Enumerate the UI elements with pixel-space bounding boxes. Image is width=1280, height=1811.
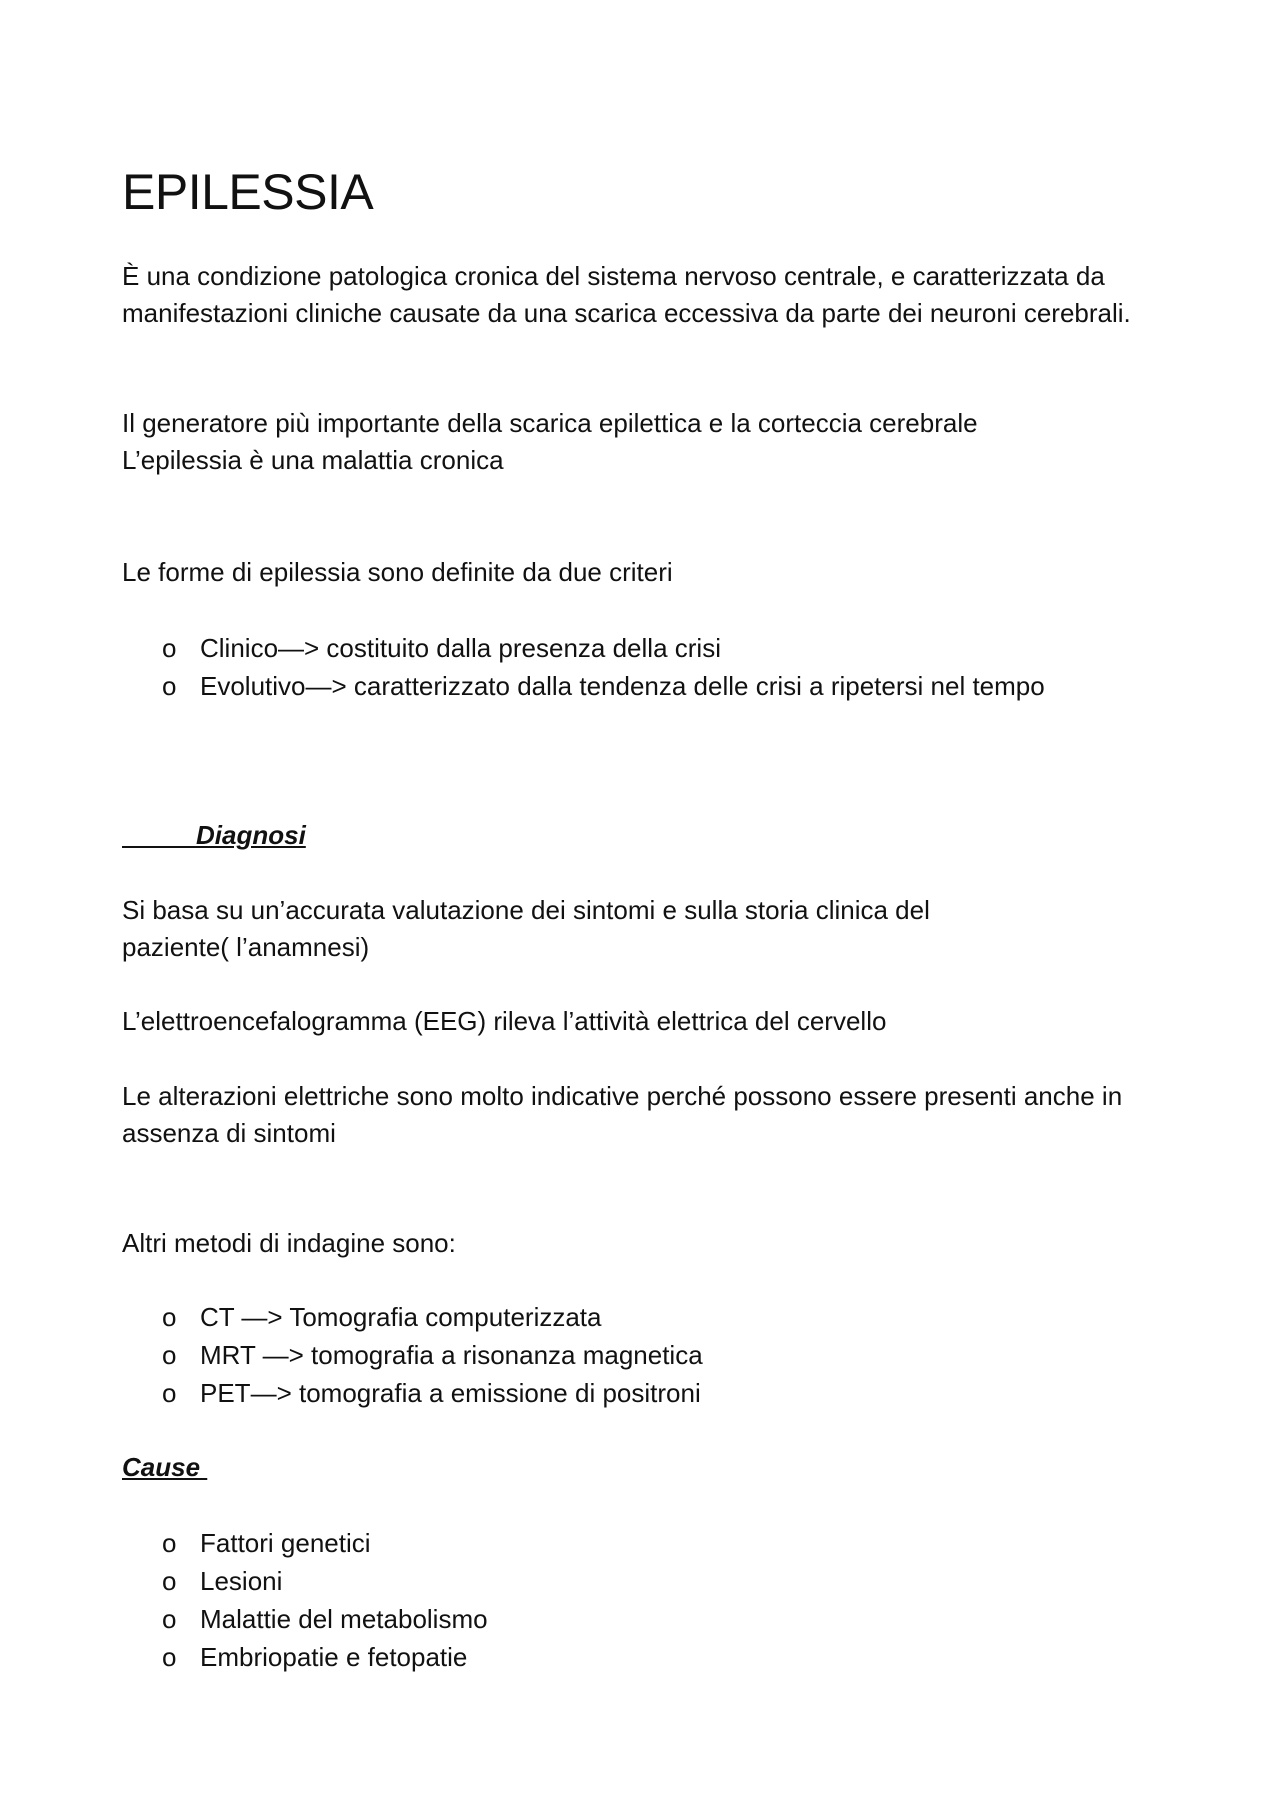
document-title: EPILESSIA [122, 164, 374, 220]
criteria-list [162, 629, 1045, 705]
bullet-marker: o [162, 1642, 177, 1672]
list-item-text: Clinico—> costituito dalla presenza della crisi [200, 633, 721, 663]
diagnosi-basis-text: Si basa su un’accurata valutazione dei sintomi e sulla storia clinica del paziente( l’anamnesi) [122, 895, 930, 962]
forms-paragraph [122, 554, 1172, 591]
methods-intro-paragraph [122, 1225, 1172, 1262]
intro-second-paragraph [122, 405, 1172, 479]
forms-text: Le forme di epilessia sono definite da due criteri [122, 557, 673, 587]
list-item [162, 667, 1045, 705]
chronic-text: L’epilessia è una malattia cronica [122, 445, 504, 475]
document-page [122, 0, 1172, 1811]
list-item [162, 1374, 703, 1412]
bullet-marker: o [162, 671, 177, 701]
list-item [162, 1600, 488, 1638]
list-item-text: CT —> Tomografia computerizzata [200, 1302, 602, 1332]
methods-list [162, 1298, 703, 1412]
bullet-marker: o [162, 1340, 177, 1370]
list-item-text: PET—> tomografia a emissione di positroni [200, 1378, 701, 1408]
list-item [162, 1524, 488, 1562]
bullet-marker: o [162, 1378, 177, 1408]
list-item-text: Lesioni [200, 1566, 283, 1596]
list-item-text: Evolutivo—> caratterizzato dalla tendenza delle crisi a ripetersi nel tempo [200, 671, 1045, 701]
bullet-marker: o [162, 1566, 177, 1596]
list-item [162, 1562, 488, 1600]
bullet-marker: o [162, 633, 177, 663]
intro-paragraph [122, 258, 1172, 332]
list-item [162, 1336, 703, 1374]
cause-heading-text: Cause [122, 1452, 208, 1482]
alterations-text: Le alterazioni elettriche sono molto indicative perché possono essere presenti anche in assenza di sintomi [122, 1081, 1123, 1148]
bullet-marker: o [162, 1528, 177, 1558]
diagnosi-paragraph [122, 892, 1172, 966]
eeg-text: L’elettroencefalogramma (EEG) rileva l’attività elettrica del cervello [122, 1006, 887, 1036]
eeg-paragraph [122, 1003, 1172, 1040]
bullet-marker: o [162, 1604, 177, 1634]
heading-underline-tab [122, 846, 196, 848]
list-item [162, 1638, 488, 1676]
alterations-paragraph [122, 1078, 1172, 1152]
bullet-marker: o [162, 1302, 177, 1332]
diagnosi-heading [122, 817, 306, 854]
diagnosi-heading-text: Diagnosi [196, 820, 306, 850]
methods-intro-text: Altri metodi di indagine sono: [122, 1228, 456, 1258]
list-item-text: Malattie del metabolismo [200, 1604, 488, 1634]
list-item-text: Fattori genetici [200, 1528, 371, 1558]
list-item-text: MRT —> tomografia a risonanza magnetica [200, 1340, 703, 1370]
list-item [162, 629, 1045, 667]
list-item [162, 1298, 703, 1336]
generator-text: Il generatore più importante della scarica epilettica e la corteccia cerebrale [122, 408, 978, 438]
cause-heading [122, 1449, 207, 1486]
list-item-text: Embriopatie e fetopatie [200, 1642, 468, 1672]
intro-definition-text: È una condizione patologica cronica del sistema nervoso centrale, e caratterizzata da manifestazioni cliniche causate da una scarica eccessiva da parte dei neuroni cerebrali. [122, 261, 1131, 328]
cause-list [162, 1524, 488, 1676]
